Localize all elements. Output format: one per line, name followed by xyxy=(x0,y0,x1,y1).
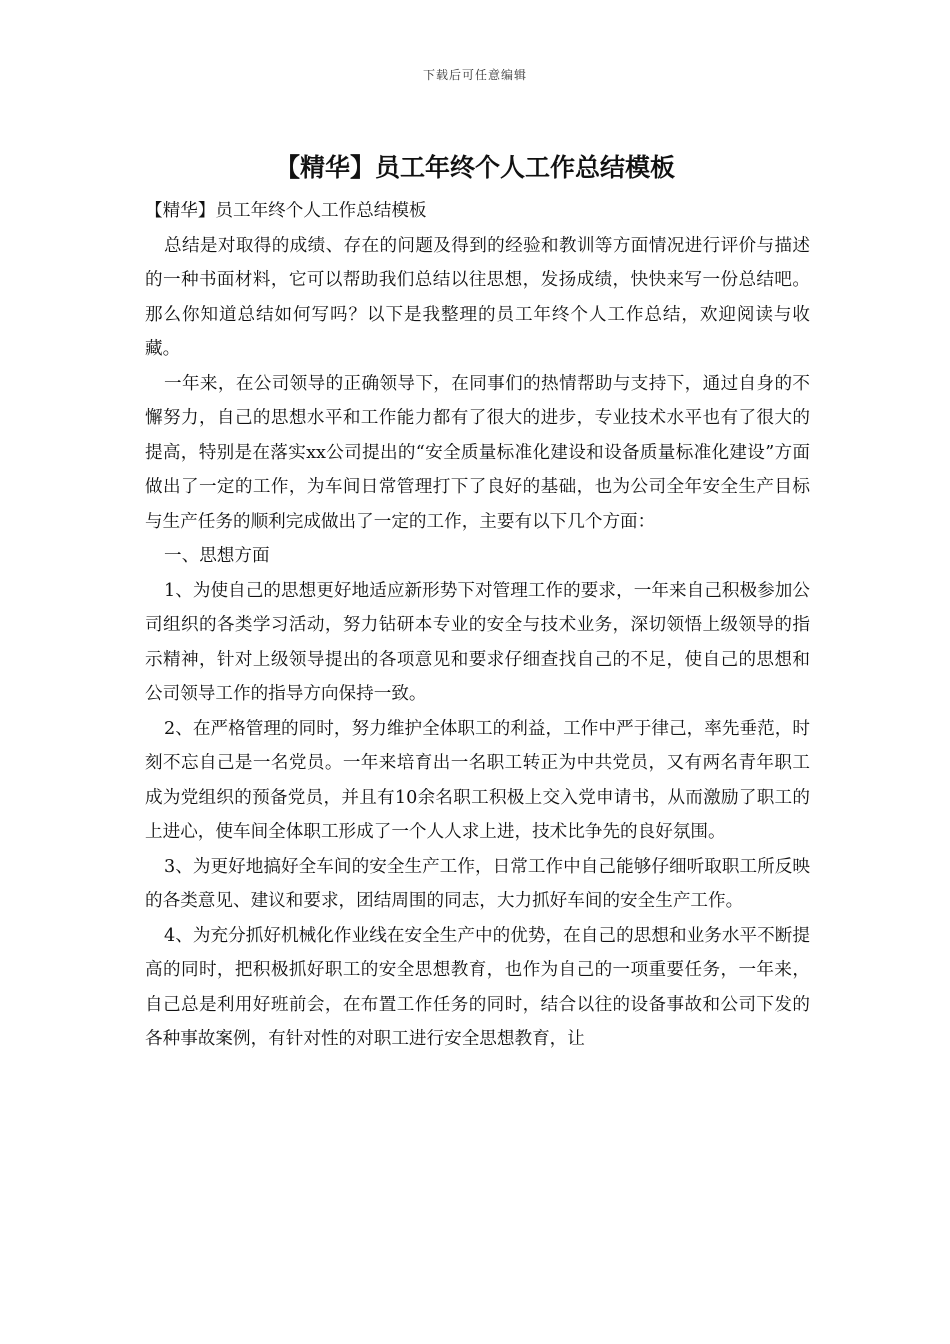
document-title: 【精华】员工年终个人工作总结模板 xyxy=(274,153,675,182)
document-body xyxy=(145,194,810,1057)
paragraph-item-1: 1、为使自己的思想更好地适应新形势下对管理工作的要求，一年来自己积极参加公司组织的各类学习活动，努力钻研本专业的安全与技术业务，深切领悟上级领导的指示精神，针对上级领导提出的各项意见和要求仔细查找自己的不足，使自己的思想和公司领导工作的指导方向保持一致。 xyxy=(145,580,810,704)
paragraph-overview: 一年来，在公司领导的正确领导下，在同事们的热情帮助与支持下，通过自身的不懈努力，自己的思想水平和工作能力都有了很大的进步，专业技术水平也有了很大的提高，特别是在落实xx公司提出的“安全质量标准化建设和设备质量标准化建设”方面做出了一定的工作，为车间日常管理打下了良好的基础，也为公司全年安全生产目标与生产任务的顺利完成做出了一定的工作，主要有以下几个方面： xyxy=(145,373,810,532)
paragraph-subtitle: 【精华】员工年终个人工作总结模板 xyxy=(145,201,427,221)
paragraph-item-2: 2、在严格管理的同时，努力维护全体职工的利益，工作中严于律己，率先垂范，时刻不忘自己是一名党员。一年来培育出一名职工转正为中共党员，又有两名青年职工成为党组织的预备党员，并且有10余名职工积极上交入党申请书，从而激励了职工的上进心，使车间全体职工形成了一个人人求上进，技术比争先的良好氛围。 xyxy=(145,718,810,842)
page-header-note: 下载后可任意编辑 xyxy=(422,68,527,82)
paragraph-intro: 总结是对取得的成绩、存在的问题及得到的经验和教训等方面情况进行评价与描述的一种书面材料，它可以帮助我们总结以往思想，发扬成绩，快快来写一份总结吧。那么你知道总结如何写吗？以下是我整理的员工年终个人工作总结，欢迎阅读与收藏。 xyxy=(145,235,810,359)
section-heading-thought: 一、思想方面 xyxy=(164,546,270,566)
paragraph-item-3: 3、为更好地搞好全车间的安全生产工作，日常工作中自己能够仔细听取职工所反映的各类意见、建议和要求，团结周围的同志，大力抓好车间的安全生产工作。 xyxy=(145,856,810,911)
paragraph-item-4: 4、为充分抓好机械化作业线在安全生产中的优势，在自己的思想和业务水平不断提高的同时，把积极抓好职工的安全思想教育，也作为自己的一项重要任务，一年来，自己总是利用好班前会，在布置工作任务的同时，结合以往的设备事故和公司下发的各种事故案例，有针对性的对职工进行安全思想教育，让 xyxy=(145,925,810,1049)
